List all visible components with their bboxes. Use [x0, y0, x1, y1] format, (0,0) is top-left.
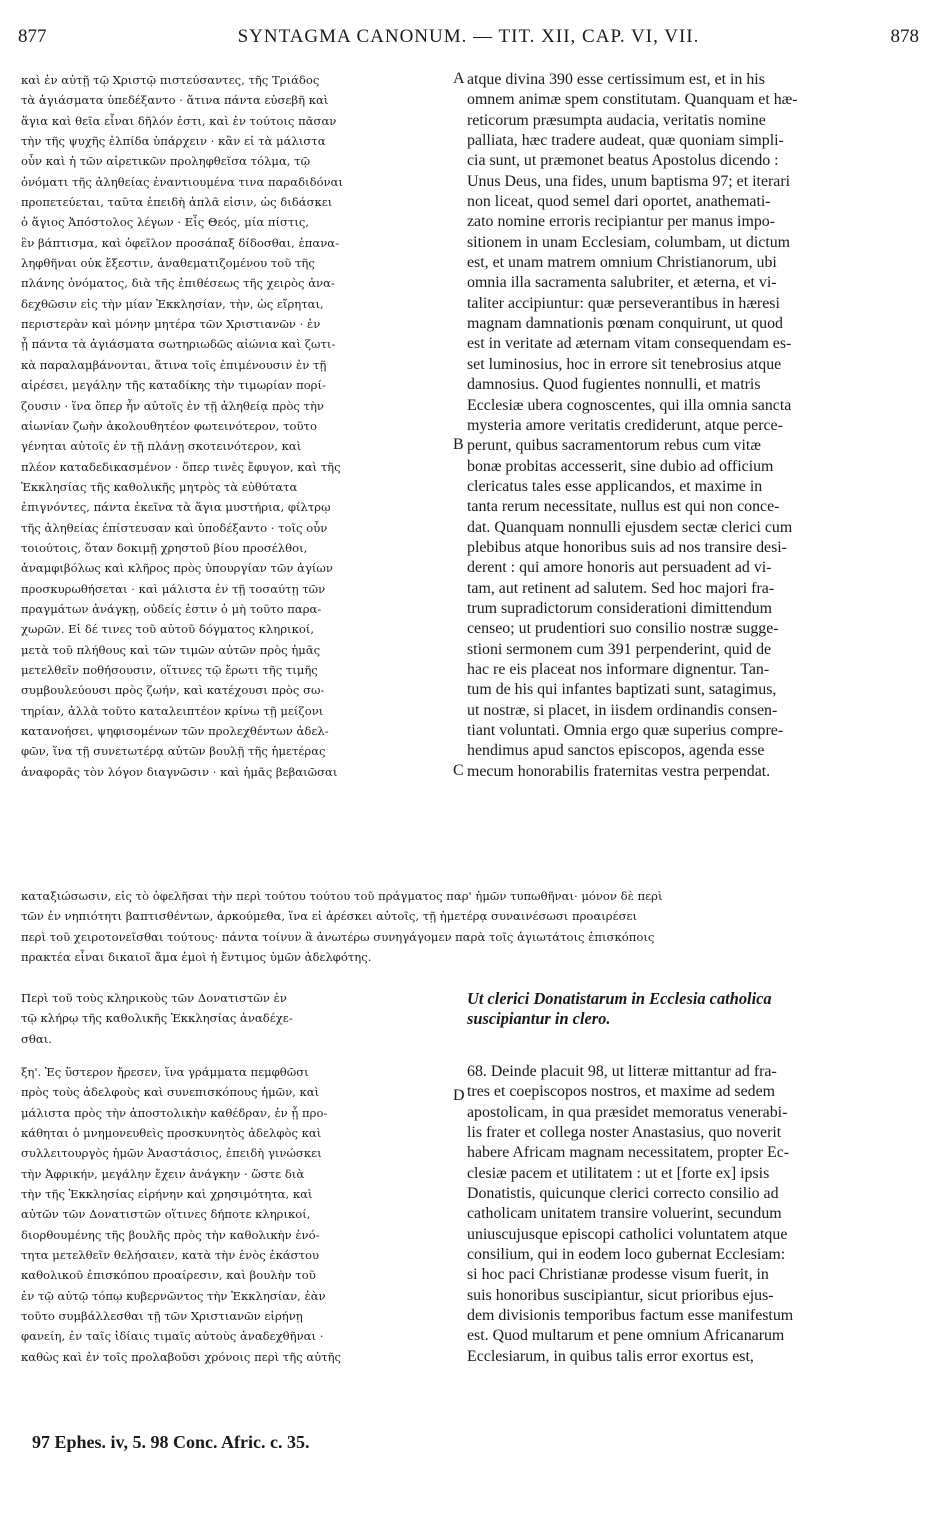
latin-text-line: damnosius. Quod fugientes nonnulli, et matris — [467, 376, 761, 394]
margin-marker-a: A — [453, 70, 465, 87]
latin-text-line: consilium, qui in eodem loco gubernat Ecclesiam: — [467, 1246, 786, 1264]
greek-text-line: αἰωνίαν ζωὴν ἀκολουθητέον φωτεινότερον, τοῦτο — [21, 418, 317, 433]
latin-text-line: tiant voluntati. Omnia ergo quæ superius compre- — [467, 722, 784, 739]
greek-text-line: φανείη, ἐν ταῖς ἰδίαις τιμαῖς αὐτοὺς ἀναδεχθῆναι · — [21, 1329, 324, 1344]
greek-text-line: τὴν Ἀφρικήν, μεγάλην ἔχειν ἀνάγκην · ὥστε διὰ — [21, 1166, 305, 1181]
latin-text-line: set luminosius, hoc in errore sit tenebrosius atque — [467, 355, 782, 373]
latin-text-line: est. Quod multarum et pene omnium Africanarum — [467, 1327, 785, 1345]
greek-text-line: πραγμάτων ἀνάγκῃ, οὐδείς ἐστιν ὁ μὴ τοῦτο παρα- — [21, 601, 322, 616]
running-title: SYNTAGMA CANONUM. — TIT. XII, CAP. VI, VII. — [237, 26, 700, 47]
greek-text-line: ἀναμφιβόλως καὶ κλῆρος πρὸς ὑπουργίαν τῶν ἁγίων — [21, 561, 333, 576]
latin-text-line: 68. Deinde placuit 98, ut litteræ mittantur ad fra- — [467, 1063, 777, 1080]
page-number-right: 878 — [890, 26, 919, 47]
greek-text-line: τὴν τῆς Ἐκκλησίας εἰρήνην καὶ χρησιμότητα, καὶ — [21, 1187, 313, 1202]
latin-text-line: clericatus tales esse applicandos, et maxime in — [467, 477, 763, 495]
latin-text-line: tum de his qui infantes baptizati sunt, satagimus, — [467, 681, 777, 699]
greek-text-line: τοιούτοις, ὅταν δοκιμῇ χρηστοῦ βίου προσέλθοι, — [21, 540, 308, 555]
margin-marker-b: B — [453, 436, 464, 453]
latin-text-line: mecum honorabilis fraternitas vestra perpendat. — [467, 762, 771, 780]
greek-text-line: ζουσιν · ἵνα ὅπερ ἦν αὐτοῖς ἐν τῇ ἀληθείᾳ πρὸς τὴν — [21, 398, 324, 413]
latin-text-line: catholicam unitatem transire voluerint, secundum — [467, 1205, 782, 1223]
greek-text-line: ἐπιγνόντες, πάντα ἐκεῖνα τὰ ἅγια μυστήρια, φίλτρῳ — [21, 500, 331, 515]
greek-text-line: καθὼς καὶ ἐν τοῖς προλαβοῦσι χρόνοις περὶ τῆς αὐτῆς — [21, 1349, 342, 1364]
footnotes: 97 Ephes. iv, 5. 98 Conc. Afric. c. 35. — [32, 1432, 310, 1452]
latin-text-line: taliter accipiuntur: quæ perseverantibus in hæresi — [467, 294, 780, 312]
greek-text-line: προσκυρωθήσεται · καὶ μάλιστα ἐν τῇ τοσαύτῃ τῶν — [21, 581, 326, 596]
greek-text-line: πρὸς τοὺς ἀδελφοὺς καὶ συνεπισκόπους ἡμῶν, καὶ — [21, 1085, 320, 1100]
greek-text-line: ὁ ἅγιος Ἀπόστολος λέγων · Εἷς Θεός, μία πίστις, — [21, 215, 310, 230]
latin-title-line: Ut clerici Donatistarum in Ecclesia catholica — [467, 989, 772, 1008]
latin-section-title — [467, 988, 919, 1029]
latin-text-line: stioni sermonem cum 391 perpenderint, quid de — [467, 640, 772, 658]
latin-text-line: lis frater et collega noster Anastasius, quo noverit — [467, 1124, 782, 1142]
greek-text-line: ἀναφορᾶς τὸν λόγον διαγνῶσιν · καὶ ἡμᾶς βεβαιῶσαι — [21, 764, 338, 779]
greek-text-line: Ἐκκλησίας τῆς καθολικῆς μητρὸς τὰ εὐθύτατα — [21, 479, 298, 494]
greek-text-line: ἅγια καὶ θεῖα εἶναι δῆλόν ἐστι, καὶ ἐν τούτοις πᾶσαν — [21, 113, 337, 128]
latin-text-line: reticorum præsumpta audacia, veritatis nomine — [467, 111, 766, 129]
latin-text-line: mysteria amore veritatis crediderunt, atque perce- — [467, 416, 783, 434]
greek-text-line: διορθουμένης τῆς βουλῆς πρὸς τὴν καθολικὴν ἑνό- — [21, 1227, 320, 1242]
greek-text-line: χωρῶν. Εἰ δέ τινες τοῦ αὐτοῦ δόγματος κληρικοί, — [21, 622, 315, 637]
latin-text-line: ut nostræ, si placet, in iisdem ordinandis consen- — [467, 701, 778, 719]
greek-text-line: κάθηται ὁ μνημονευθεὶς προσκυνητὸς ἀδελφὸς καὶ — [21, 1126, 322, 1141]
running-header — [18, 26, 919, 52]
latin-text-line: palliata, hæc tradere audeat, quæ quoniam simpli- — [467, 132, 784, 150]
latin-text-line: trum supradictorum considerationi dimittendum — [467, 599, 772, 617]
latin-text-line: tanta rerum necessitate, nullus est qui non conce- — [467, 498, 780, 516]
latin-text-line: tam, aut retinent ad salutem. Sed hoc majori fra- — [467, 579, 775, 597]
latin-text-line: cia sunt, ut præmonet beatus Apostolus dicendo : — [467, 152, 779, 170]
greek-text-line: τῶν ἐν νηπιότητι βαπτισθέντων, ἀρκούμεθα, ἵνα εἰ ἀρέσκει αὐτοῖς, τῇ ἡμετέρᾳ συναινέσωσι προαιρέσει — [21, 909, 638, 924]
greek-column-top — [21, 70, 451, 782]
greek-text-line: τοῦτο συμβάλλεσθαι τῇ τῶν Χριστιανῶν εἰρήνῃ — [21, 1309, 303, 1324]
greek-text-line: συλλειτουργὸς ἡμῶν Ἀναστάσιος, ἐπειδὴ γινώσκει — [21, 1146, 322, 1161]
greek-text-line: τῆς ἀληθείας ἐπίστευσαν καὶ ὑποδέξαντο · τοῖς οὖν — [21, 520, 328, 535]
latin-text-line: est in veritate ad æternam vitam consequendam es- — [467, 335, 792, 353]
latin-text-line: Unus Deus, una fides, unum baptisma 97; et iterari — [467, 172, 791, 190]
greek-text-line: αἱρέσει, μεγάλην τῆς καταδίκης τὴν τιμωρίαν πορί- — [21, 378, 326, 393]
greek-full-width-text — [21, 886, 921, 967]
greek-text-line: τὰ ἁγιάσματα ὑπεδέξαντο · ἅτινα πάντα εὐσεβῆ καὶ — [21, 93, 329, 108]
latin-text-line: censeo; ut prudentiori suo consilio nostræ sugge- — [467, 620, 779, 638]
margin-marker-d: D — [453, 1087, 465, 1104]
greek-text-line: καθολικοῦ ἐπισκόπου προαίρεσιν, καὶ βουλὴν τοῦ — [21, 1268, 316, 1283]
greek-text-line: κὰ παραλαμβάνονται, ἅτινα τοῖς ἐπιμένουσιν ἐν τῇ — [21, 357, 327, 372]
greek-text-line: δεχθῶσιν εἰς τὴν μίαν Ἐκκλησίαν, τὴν, ὡς εἴρηται, — [21, 296, 324, 311]
greek-column-bottom — [21, 1062, 451, 1367]
greek-text-line: φῶν, ἵνα τῇ συνετωτέρᾳ αὐτῶν βουλῇ τῆς ἡμετέρας — [21, 744, 326, 759]
latin-text-line: plebibus atque honoribus suis ad nos transire desi- — [467, 538, 787, 556]
greek-text-line: ᾗ πάντα τὰ ἁγιάσματα σωτηριωδῶς αἰώνια καὶ ζωτι- — [21, 337, 336, 352]
page-number-left: 877 — [18, 26, 47, 47]
greek-text-line: καὶ ἐν αὐτῇ τῷ Χριστῷ πιστεύσαντες, τῆς Τριάδος — [21, 73, 320, 87]
latin-text-line: zato nomine erroris recipiantur per manus impo- — [467, 213, 775, 231]
latin-text-line: dem divisionis temporibus factum esse manifestum — [467, 1307, 794, 1325]
greek-text-line: περὶ τοῦ χειροτονεῖσθαι τούτους· πάντα τοίνυν ἃ ἀνωτέρω συνηγάγομεν παρὰ τοῖς ἁγιωτάτοις ἐπισκόποις — [21, 929, 655, 944]
greek-text-line: αὐτῶν τῶν Δονατιστῶν οἵτινες δήποτε κληρικοί, — [21, 1207, 311, 1222]
latin-text-line: si hoc paci Christianæ prodesse visum fuerit, in — [467, 1266, 769, 1284]
greek-text-line: ὀνόματι τῆς ἀληθείας ἐναντιουμένα τινα παραδιδόναι — [21, 174, 343, 189]
latin-text-line: Donatistis, quicunque clerici correcto consilio ad — [467, 1185, 779, 1203]
latin-text-line: Ecclesiarum, in quibus talis error exortus est, — [467, 1347, 754, 1365]
greek-text-line: ξη'. Ἐς ὕστερον ἤρεσεν, ἵνα γράμματα πεμφθῶσι — [21, 1065, 309, 1079]
latin-text-line: est, et unam matrem omnium Christianorum, ubi — [467, 254, 777, 272]
margin-marker-c: C — [453, 762, 464, 779]
greek-text-line: ἐν τῷ αὐτῷ τόπῳ κυβερνῶντος τὴν Ἐκκλησίαν, ἐὰν — [21, 1288, 326, 1303]
greek-title-line: τῷ κλήρῳ τῆς καθολικῆς Ἐκκλησίας ἀναδέχε- — [21, 1011, 293, 1026]
latin-text-line: perunt, quibus sacramentorum rebus cum vitæ — [467, 437, 761, 455]
latin-text-line: clesiæ pacem et utilitatem : ut et [forte ex] ipsis — [467, 1164, 770, 1182]
greek-text-line: πλέον καταδεδικασμένον · ὅπερ τινὲς ἔφυγον, καὶ τῆς — [21, 459, 341, 474]
latin-text-line: hac re eis placeat nos informare dignentur. Tan- — [467, 660, 770, 678]
greek-section-title — [21, 988, 451, 1049]
greek-text-line: μετὰ τοῦ πλήθους καὶ τῶν τιμῶν αὐτῶν πρὸς ἡμᾶς — [21, 642, 321, 657]
greek-text-line: τὴν τῆς ψυχῆς ἐλπίδα ὑπάρχειν · κἂν εἰ τὰ μάλιστα — [21, 134, 326, 149]
greek-text-line: οὖν καὶ ἡ τῶν αἱρετικῶν προληφθεῖσα τόλμα, τῷ — [21, 154, 311, 169]
greek-text-line: γένηται αὐτοῖς ἐν τῇ πλάνῃ σκοτεινότερον, καὶ — [21, 439, 302, 454]
latin-text-line: non liceat, quod semel dari oportet, anathemati- — [467, 193, 771, 211]
latin-column-top — [467, 70, 919, 782]
latin-text-line: suis honoribus suscipiantur, sicut prioribus ejus- — [467, 1286, 774, 1304]
greek-text-line: μάλιστα πρὸς τὴν ἀποστολικὴν καθέδραν, ἐν ᾗ προ- — [21, 1105, 328, 1120]
latin-text-line: derent : qui amore honoris aut persuadent ad vi- — [467, 559, 772, 577]
latin-text-line: tres et coepiscopos nostros, et maxime ad sedem — [467, 1083, 776, 1101]
latin-title-line: suscipiantur in clero. — [467, 1009, 611, 1029]
latin-text-line: omnia illa sacramenta salubriter, et æterna, et vi- — [467, 274, 777, 292]
greek-text-line: μετελθεῖν ποθήσουσιν, οἵτινες τῷ ἔρωτι τῆς τιμῆς — [21, 662, 318, 677]
latin-text-line: hendimus apud sanctos episcopos, agenda esse — [467, 742, 765, 760]
latin-text-line: bonæ probitas accesserit, sine dubio ad officium — [467, 457, 774, 475]
latin-text-line: dat. Quanquam nonnulli ejusdem sectæ clerici cum — [467, 518, 793, 536]
greek-title-line: σθαι. — [21, 1031, 52, 1046]
greek-text-line: τηρίαν, ἀλλὰ τοῦτο καταλειπτέον κρίνω τῇ μείζονι — [21, 703, 324, 718]
latin-text-line: magnam damnationis pœnam conquirunt, ut quod — [467, 315, 783, 333]
greek-text-line: τητα μετελθεῖν θελήσαιεν, κατὰ τὴν ἑνὸς ἑκάστου — [21, 1248, 320, 1263]
greek-text-line: πλάνης ὀνόματος, διὰ τῆς ἐπιθέσεως τῆς χειρὸς ἀνα- — [21, 276, 335, 291]
latin-text-line: uniuscujusque episcopi catholici voluntatem atque — [467, 1225, 788, 1243]
greek-text-line: συμβουλεύουσι πρὸς ζωήν, καὶ κατέχουσι πρὸς σω- — [21, 683, 325, 698]
latin-text-line: omnem animæ spem constitutam. Quanquam et hæ- — [467, 91, 798, 109]
latin-text-line: habere Africam magnam necessitatem, propter Ec- — [467, 1144, 790, 1162]
greek-text-line: περιστερὰν καὶ μόνην μητέρα τῶν Χριστιανῶν · ἐν — [21, 317, 321, 332]
greek-text-line: πρακτέα εἶναι δικαιοῖ ἅμα ἐμοὶ ἡ ἔντιμος ὑμῶν ἀδελφότης. — [21, 950, 372, 965]
latin-text-line: Ecclesiæ ubera cognoscentes, qui illa omnia sancta — [467, 396, 792, 414]
greek-text-line: κατανοήσει, ψηφισομένων τῶν προλεχθέντων ἀδελ- — [21, 724, 329, 738]
latin-text-line: sitionem in unam Ecclesiam, columbam, ut dictum — [467, 233, 791, 251]
latin-column-bottom — [467, 1062, 919, 1367]
latin-text-line: apostolicam, in qua præsidet memoratus venerabi- — [467, 1103, 788, 1121]
greek-text-line: καταξιώσωσιν, εἰς τὸ ὀφελῆσαι τὴν περὶ τούτου τούτου τοῦ πράγματος παρ' ἡμῶν τυπωθῆναι· μόνον δὲ περὶ — [21, 889, 663, 903]
greek-text-line: ἓν βάπτισμα, καὶ ὀφεῖλον προσάπαξ δίδοσθαι, ἐπανα- — [21, 235, 340, 250]
latin-text-line: atque divina 390 esse certissimum est, et in his — [467, 71, 765, 88]
greek-title-line: Περὶ τοῦ τοὺς κληρικοὺς τῶν Δονατιστῶν ἐν — [21, 991, 287, 1005]
greek-text-line: προπετεύεται, ταῦτα ἐπειδὴ ἁπλᾶ εἰσιν, ὡς διδάσκει — [21, 195, 333, 210]
greek-text-line: ληφθῆναι οὐκ ἔξεστιν, ἀναθεματιζομένου τοῦ τῆς — [21, 256, 315, 271]
